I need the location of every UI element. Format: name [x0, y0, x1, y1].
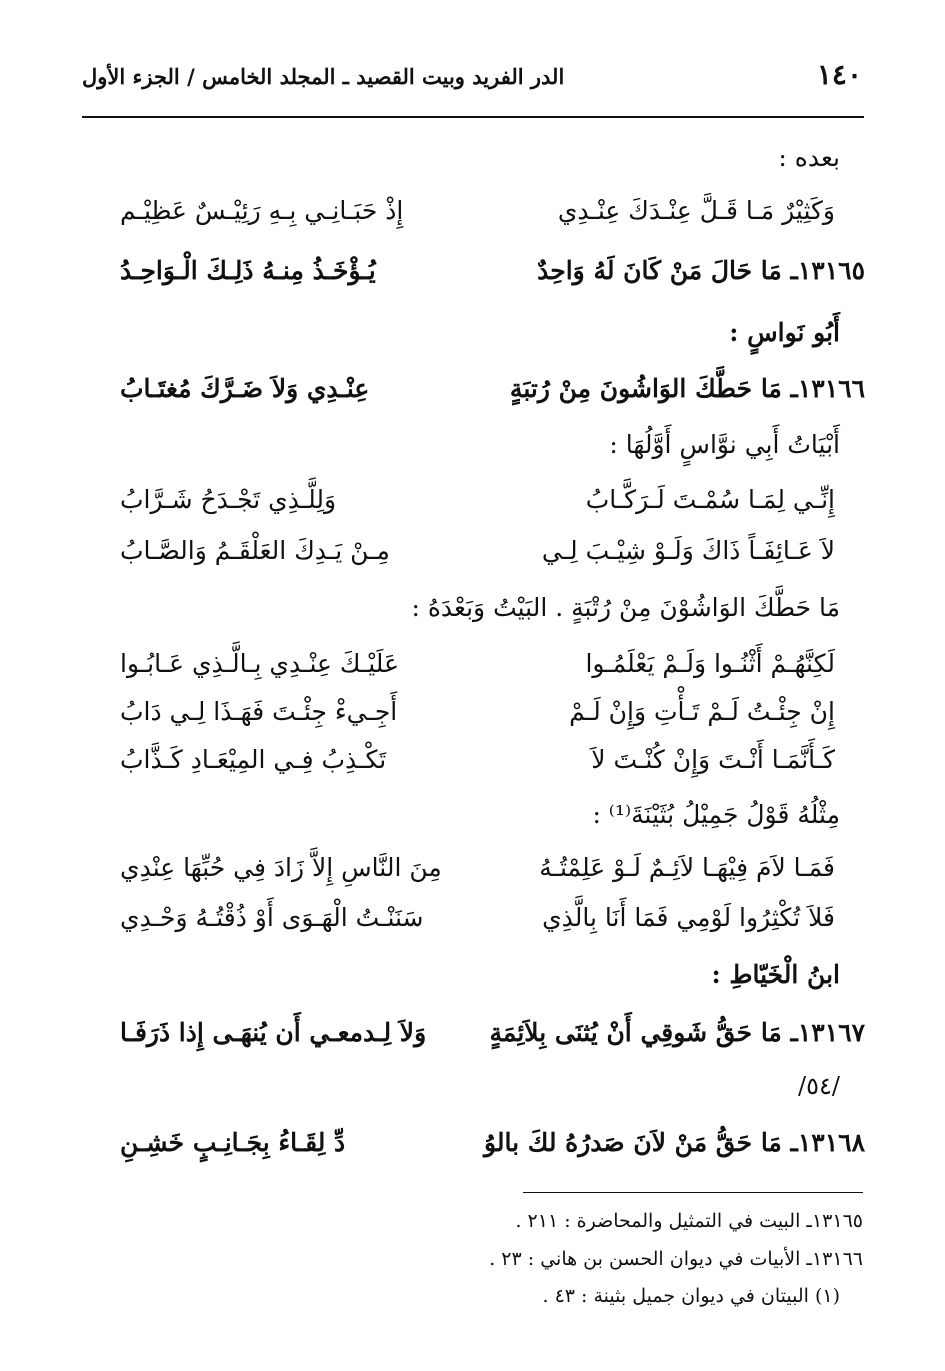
- verse-first-hemistich: ١٣١٦٥ـ مَا حَالَ مَنْ كَانَ لَهُ وَاحِدٌ: [537, 256, 865, 285]
- verse-line-13166: [90, 374, 865, 422]
- verse-first-hemistich: فَلاَ تُكْثِرُوا لَوْمِي فَمَا أَنَا بِالَّذِي: [542, 903, 835, 932]
- verse-line: [90, 697, 865, 745]
- footnote-13165: ١٣١٦٥ـ البيت في التمثيل والمحاضرة : ٢١١ .: [515, 1210, 863, 1232]
- verse-second-hemistich: وَلِلَّـذِي تَجْـدَحُ شَـرَّابُ: [120, 485, 337, 514]
- verse-second-hemistich: عِنْـدِي وَلاَ ضَـرَّكَ مُغتَـابُ: [120, 374, 370, 403]
- verse-first-hemistich: فَمَـا لاَمَ فِيْهَـا لاَئِـمٌ لَـوْ عَلِمْتُـهُ: [539, 853, 835, 882]
- verse-line-13167: [90, 1018, 865, 1066]
- verse-first-hemistich: وَكَثِيْرٌ مَـا قَـلَّ عِنْـدَكَ عِنْـدِي: [557, 196, 835, 225]
- intro-line: أَبْيَاتُ أَبِي نوَّاسٍ أَوَّلُهَا :: [609, 430, 840, 459]
- verse-second-hemistich: مِنَ النَّاسِ إِلاَّ زَادَ فِي حُبِّهَا عِنْدِي: [120, 853, 442, 882]
- manuscript-folio-marker: /٥٤/: [798, 1072, 840, 1100]
- intro-line: مِثْلُهُ قَوْلُ جَمِيْلُ بُثَيْنَةَ⁽¹⁾ :: [592, 800, 840, 829]
- verse-first-hemistich: ١٣١٦٦ـ مَا حَطَّكَ الوَاشُونَ مِنْ رُتبَةٍ: [509, 374, 865, 403]
- poet-name: ابنُ الْخَيّاطِ :: [711, 960, 840, 989]
- verse-second-hemistich: أَجِـيءْ جِئْـتَ فَهَـذَا لِـي دَابُ: [120, 697, 398, 726]
- verse-line: [90, 745, 865, 793]
- page-header: [82, 58, 862, 98]
- verse-line-13168: [90, 1128, 865, 1176]
- verse-line: [90, 649, 865, 697]
- verse-line: [90, 485, 865, 533]
- verse-first-hemistich: ١٣١٦٨ـ مَا حَقُّ مَنْ لاَنَ صَدرُهُ لكَ بالوُ: [483, 1128, 865, 1157]
- verse-second-hemistich: إِذْ حَبَـانِـي بِـهِ رَئِيْـسٌ عَظِيْـم: [120, 196, 404, 225]
- verse-first-hemistich: إِنْ جِئْـتُ لَـمْ تَـأْتِ وَإِنْ لَـمْ: [569, 697, 835, 726]
- verse-first-hemistich: لاَ عَـائِفَـاً ذَاكَ وَلَـوْ شِيْـبَ لِـي: [541, 536, 835, 565]
- verse-first-hemistich: لَكِنَّهُـمْ أَثْنُـوا وَلَـمْ يَعْلَمُـوا: [585, 649, 835, 678]
- running-title: الدر الفريد وبيت القصيد ـ المجلد الخامس / الجزء الأول: [82, 64, 565, 89]
- verse-second-hemistich: سَنَنْـتُ الْهَـوَى أَوْ ذُقْتُـهُ وَحْـدِي: [120, 903, 424, 932]
- verse-second-hemistich: مِـنْ يَـدِكَ العَلْقَـمُ وَالصَّـابُ: [120, 536, 390, 565]
- intro-line: مَا حَطَّكَ الوَاشُوْنَ مِنْ رُتْبَةٍ . البَيْتُ وَبَعْدَهُ :: [411, 593, 840, 622]
- verse-line-13165: [90, 256, 865, 304]
- page-number: ١٤٠: [816, 58, 862, 91]
- footnote-1: (١) البيتان في ديوان جميل بثينة : ٤٣ .: [542, 1285, 840, 1307]
- verse-second-hemistich: وَلاَ لِـدمعـي أَن يُنهَـى إِذا ذَرَفَـا: [120, 1018, 427, 1047]
- verse-second-hemistich: عَلَيْـكَ عِنْـدِي بِـالَّـذِي عَـابُـوا: [120, 649, 399, 678]
- verse-first-hemistich: كَـأَنَّمَـا أَنْـتَ وَإِنْ كُنْـتَ لاَ: [591, 745, 835, 774]
- intro-line: بعده :: [778, 143, 840, 172]
- poet-name: أَبُو نَواسٍ :: [729, 318, 840, 347]
- footnote-13166: ١٣١٦٦ـ الأبيات في ديوان الحسن بن هاني : ٢٣ .: [489, 1248, 863, 1270]
- verse-first-hemistich: ١٣١٦٧ـ مَا حَقُّ شَوقِي أَنْ يُثنَى بِلاَئِمَةٍ: [489, 1018, 865, 1047]
- verse-second-hemistich: تَكْـذِبُ فِـي المِيْعَـادِ كَـذَّابُ: [120, 745, 387, 774]
- verse-second-hemistich: يُـؤْخَـذُ مِنـهُ ذَلِـكَ الْـوَاحِـدُ: [120, 256, 376, 285]
- footnote-rule: [523, 1192, 863, 1193]
- header-rule: [82, 116, 864, 118]
- verse-first-hemistich: إِنِّـي لِمَـا سُمْـتَ لَـرَكَّـابُ: [585, 485, 835, 514]
- verse-second-hemistich: دِّ لِقَـاءُ بِجَـانِـبٍ خَشِـنِ: [120, 1128, 346, 1157]
- verse-line: [90, 196, 865, 244]
- verse-line: [90, 903, 865, 951]
- verse-line: [90, 853, 865, 901]
- verse-line: [90, 536, 865, 584]
